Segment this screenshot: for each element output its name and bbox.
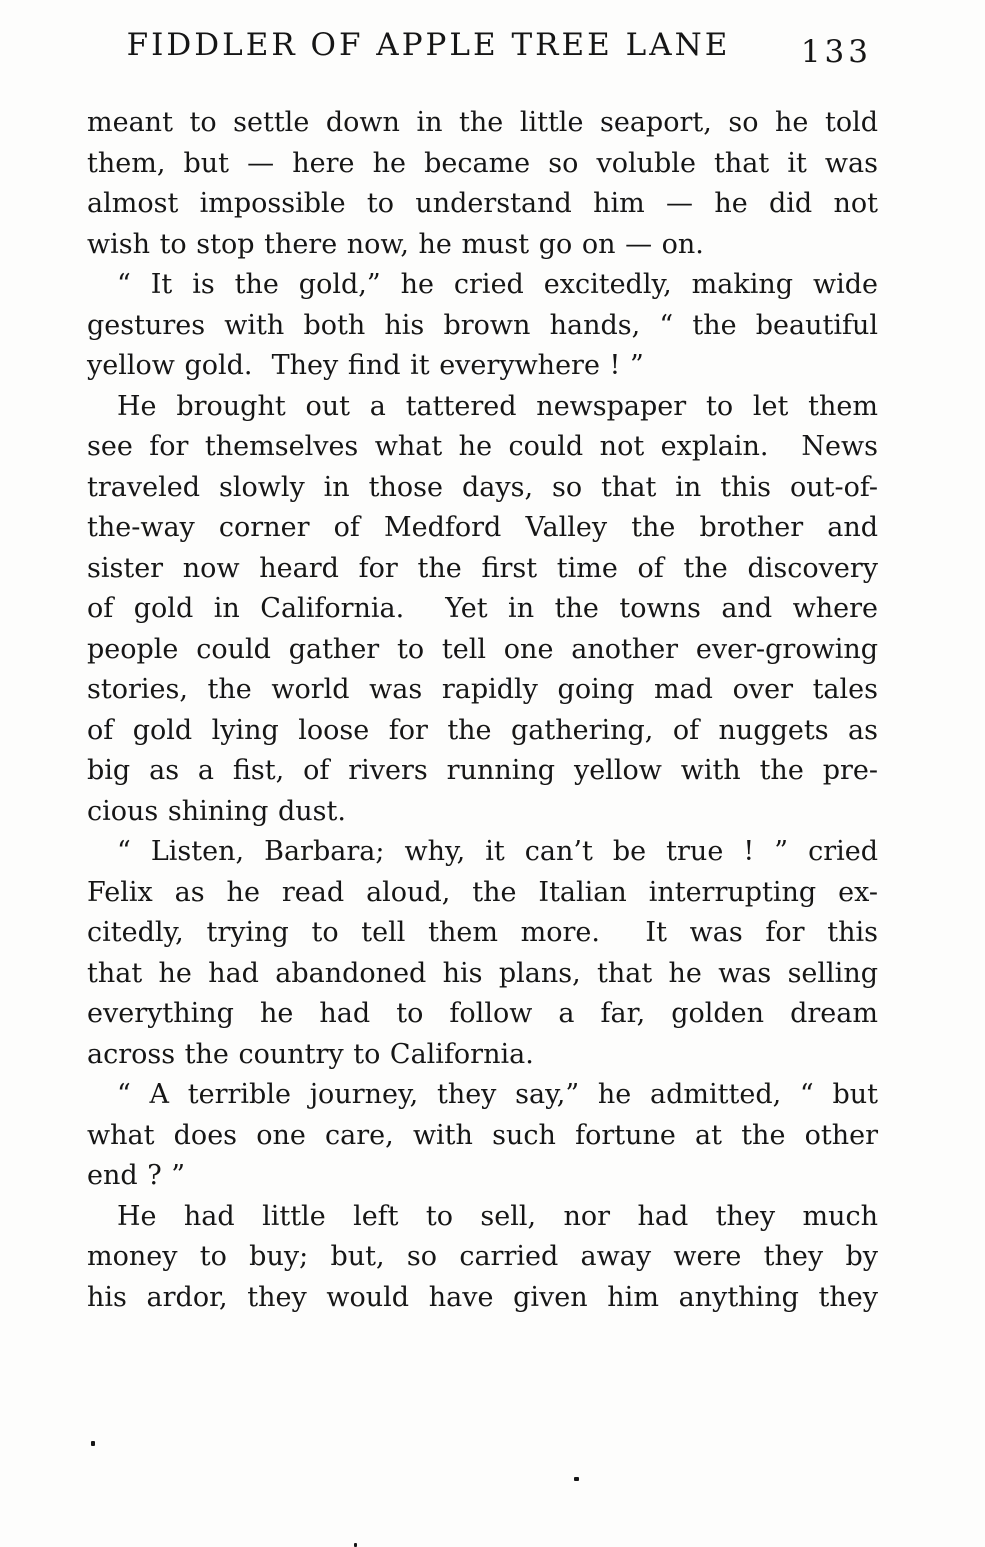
text-line: people could gather to tell one another ever-growing bbox=[87, 633, 878, 665]
text-line: his ardor, they would have given him anything they bbox=[87, 1281, 878, 1313]
ink-speck bbox=[91, 1441, 95, 1446]
text-line: “ It is the gold,” he cried excitedly, making wide bbox=[117, 269, 878, 300]
text-line: money to buy; but, so carried away were they by bbox=[87, 1241, 878, 1272]
ink-speck bbox=[354, 1543, 357, 1547]
text-line: wish to stop there now, he must go on — on. bbox=[87, 228, 704, 260]
text-line: citedly, trying to tell them more. It was for this bbox=[87, 917, 878, 948]
text-line: Felix as he read aloud, the Italian interrupting ex- bbox=[87, 876, 878, 908]
text-line: cious shining dust. bbox=[87, 795, 346, 827]
text-line: everything he had to follow a far, golden dream bbox=[87, 998, 878, 1029]
text-line: of gold lying loose for the gathering, of nuggets as bbox=[87, 714, 878, 746]
text-line: “ A terrible journey, they say,” he admitted, “ but bbox=[117, 1079, 878, 1110]
text-line: what does one care, with such fortune at the other bbox=[87, 1119, 878, 1151]
ink-speck bbox=[574, 1477, 579, 1481]
text-line: across the country to California. bbox=[87, 1038, 534, 1070]
text-line: almost impossible to understand him — he did not bbox=[87, 188, 878, 219]
text-line: traveled slowly in those days, so that in this out-of- bbox=[87, 471, 878, 503]
text-line: of gold in California. Yet in the towns and where bbox=[87, 593, 878, 624]
running-header bbox=[87, 28, 878, 72]
text-line: gestures with both his brown hands, “ the beautiful bbox=[87, 309, 878, 341]
text-line: the-way corner of Medford Valley the brother and bbox=[87, 512, 878, 543]
text-line: end ? ” bbox=[87, 1160, 186, 1191]
text-line: He brought out a tattered newspaper to let them bbox=[117, 390, 878, 422]
page-number: 133 bbox=[800, 34, 872, 70]
text-line: them, but — here he became so voluble that it was bbox=[87, 147, 878, 179]
text-line: sister now heard for the first time of the discovery bbox=[87, 552, 878, 584]
text-line: that he had abandoned his plans, that he was selling bbox=[87, 957, 878, 989]
text-line: “ Listen, Barbara; why, it can’t be true ! ” cried bbox=[117, 836, 878, 867]
text-line: see for themselves what he could not explain. News bbox=[87, 431, 878, 462]
text-line: He had little left to sell, nor had they much bbox=[117, 1200, 878, 1232]
text-line: meant to settle down in the little seaport, so he told bbox=[87, 107, 878, 138]
text-line: stories, the world was rapidly going mad over tales bbox=[87, 674, 878, 705]
text-line: yellow gold. They find it everywhere ! ” bbox=[87, 350, 644, 381]
text-line: big as a fist, of rivers running yellow with the pre- bbox=[87, 755, 878, 786]
chapter-title: FIDDLER OF APPLE TREE LANE bbox=[126, 27, 731, 63]
page-body bbox=[87, 103, 878, 1318]
